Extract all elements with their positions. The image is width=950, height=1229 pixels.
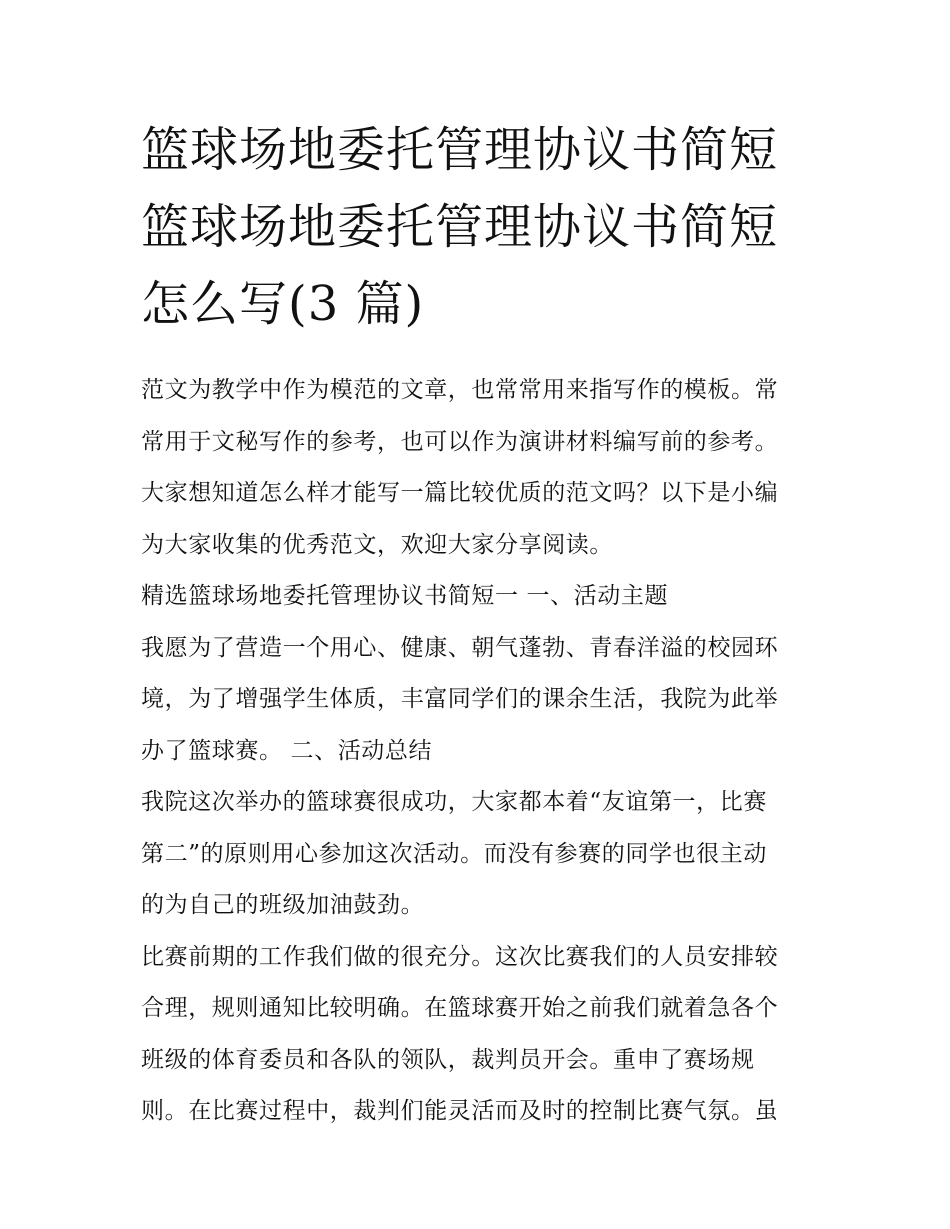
activity-paragraph xyxy=(141,623,813,778)
title-line: 篮球场地委托管理协议书简短 xyxy=(141,199,779,255)
text-line: 常用于文秘写作的参考，也可以作为演讲材料编写前的参考。 xyxy=(141,428,779,455)
text-line: 境，为了增强学生体质，丰富同学们的课余生活，我院为此举 xyxy=(141,686,779,712)
text-line: 我愿为了营造一个用心、健康、朝气蓬勃、青春洋溢的校园环 xyxy=(141,634,779,661)
text-line: 我院这次举办的篮球赛很成功，大家都本着“友谊第一，比赛 xyxy=(141,789,767,815)
text-line: 则。在比赛过程中，裁判们能灵活而及时的控制比赛气氛。虽 xyxy=(141,1098,779,1124)
summary-paragraph xyxy=(141,777,813,932)
intro-paragraph xyxy=(141,365,813,571)
document-title xyxy=(141,112,813,343)
text-line: 合理，规则通知比较明确。在篮球赛开始之前我们就着急各个 xyxy=(141,995,779,1021)
text-line: 范文为教学中作为模范的文章，也常常用来指写作的模板。常 xyxy=(141,377,779,403)
title-line: 篮球场地委托管理协议书简短 xyxy=(141,122,779,178)
document-page xyxy=(141,112,813,1138)
text-line: 大家想知道怎么样才能写一篇比较优质的范文吗？以下是小编 xyxy=(141,480,779,506)
text-line: 办了篮球赛。 二、活动总结 xyxy=(141,737,433,764)
text-line: 精选篮球场地委托管理协议书简短一 一、活动主题 xyxy=(141,583,669,609)
text-line: 为大家收集的优秀范文，欢迎大家分享阅读。 xyxy=(141,531,613,558)
section-heading-paragraph xyxy=(141,571,813,623)
preparation-paragraph xyxy=(141,932,813,1138)
title-line: 怎么写(3 篇) xyxy=(141,276,425,332)
text-line: 比赛前期的工作我们做的很充分。这次比赛我们的人员安排较 xyxy=(141,943,779,970)
text-line: 的为自己的班级加油鼓劲。 xyxy=(141,892,425,918)
text-line: 班级的体育委员和各队的领队，裁判员开会。重申了赛场规 xyxy=(141,1046,755,1073)
document-body xyxy=(141,365,813,1138)
text-line: 第二”的原则用心参加这次活动。而没有参赛的同学也很主动 xyxy=(141,840,767,867)
